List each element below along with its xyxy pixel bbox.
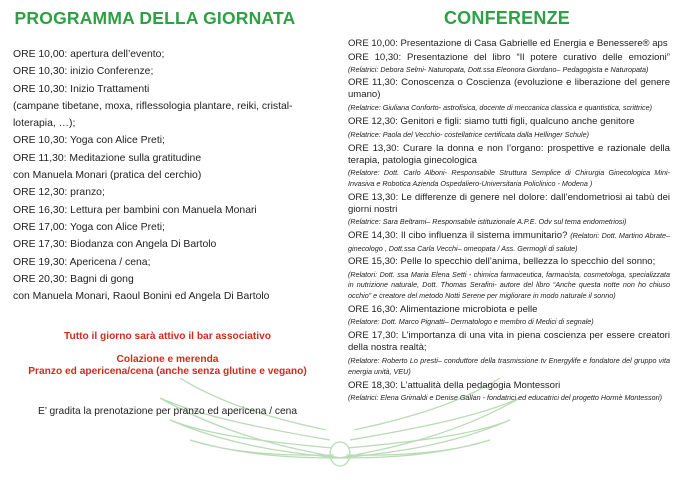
program-list <box>13 46 329 305</box>
conference-entry: ORE 17,30: L’importanza di una vita in piena coscienza per essere creatori della nostra realtà; <box>348 330 670 354</box>
program-item: con Manuela Monari (pratica del cerchio) <box>13 170 202 182</box>
program-item: ORE 17,30: Biodanza con Angela Di Bartolo <box>13 239 217 251</box>
speaker-note: (Relatore: Roberto Lo presti– conduttore della trasmissione tv Energylife e fondatore del gruppo vita energia unità, VEU) <box>348 356 670 376</box>
program-item: ORE 20,30: Bagni di gong <box>13 273 134 285</box>
program-item: ORE 12,30: pranzo; <box>13 187 105 199</box>
conference-entry: ORE 12,30: Genitori e figli: siamo tutti figli, qualcuno anche genitore <box>348 115 635 127</box>
conferences-title: CONFERENZE <box>443 8 570 28</box>
conference-entry: ORE 13,30: Le differenze di genere nel dolore: dall’endometriosi ai tabù dei giorni nostri <box>348 191 670 215</box>
program-title: PROGRAMMA DELLA GIORNATA <box>14 8 296 28</box>
program-item: ORE 17,00: Yoga con Alice Preti; <box>13 221 165 233</box>
program-item: loterapia, …); <box>13 118 76 130</box>
speaker-note: (Relatrici: Debora Selmi- Naturopata, Dott.ssa Eleonora Giordano– Pedagogista e Naturopata) <box>348 64 649 74</box>
program-item: (campane tibetane, moxa, riflessologia plantare, reiki, cristal- <box>13 100 293 112</box>
speaker-note: (Relatrice: Sara Beltrami– Responsabile istituzionale A.P.E. Odv sul tema endometriosi) <box>348 217 627 227</box>
program-item: ORE 19,30: Apericena / cena; <box>13 256 151 268</box>
conference-entry <box>348 230 670 254</box>
conference-title: ORE 14,30: Il cibo influenza il sistema immunitario? <box>348 230 568 242</box>
speaker-note: (Relatore: Dott. Marco Pignatti– Dermatologo e membro di Medici di segnale) <box>348 317 594 327</box>
speaker-note: (Relatori: Dott. Martino Abrate– ginecologo , Dott.ssa Carla Vecchi– omeopata / Ass. Germogli di salute) <box>348 231 670 253</box>
conference-entry: ORE 18,30: L’attualità della pedagogia Montessori <box>348 379 561 391</box>
program-item: ORE 10,30: Inizio Trattamenti <box>13 83 150 95</box>
speaker-note: (Relatori: Dott. ssa Maria Elena Setti - chimica farmaceutica, farmacista, cosmetologa, specializzata in nutrizione naturale, Dott. Thomas Serafini- autore del libro “Anche questa notte non ho chiuso occhio” e creatore del metodo Notti Serene per migliorare in modo naturale il sonno) <box>348 269 670 300</box>
program-item: ORE 10,00: apertura dell’evento; <box>13 49 165 60</box>
conference-entry <box>348 52 670 76</box>
program-item: ORE 16,30: Lettura per bambini con Manuela Monari <box>13 204 257 216</box>
speaker-note: (Relatrice: Giuliana Conforto- astrofisica, docente di meccanica classica e quantistica, scrittrice) <box>348 102 652 112</box>
speaker-note: (Relatrice: Paola del Vecchio- costellatrice certificata dalla Hellinger Schule) <box>348 129 590 139</box>
conference-entry: ORE 10,00: Presentazione di Casa Gabrielle ed Energia e Benessere® aps <box>348 38 668 49</box>
speaker-note: (Relatore: Dott. Carlo Alboni- Responsabile Struttura Semplice di Chirurgia Ginecologica Mini-Invasiva e Robotica Azienda Ospedaliero-Universitaria Policlinico - Modena ) <box>348 168 670 188</box>
speaker-note: (Relatrici: Elena Grimaldi e Denise Gallan - fondatrici ed educatrici del progetto Hormè Montessori) <box>348 393 662 403</box>
conference-title: ORE 10,30: Presentazione del libro “Il potere curativo delle emozioni” <box>348 51 670 63</box>
conference-entry: ORE 16,30: Alimentazione microbiota e pelle <box>348 303 538 315</box>
food-line-2: Pranzo ed apericena/cena (anche senza glutine e vegano) <box>28 366 307 377</box>
program-item: ORE 11,30: Meditazione sulla gratitudine <box>13 152 202 164</box>
program-item: con Manuela Monari, Raoul Bonini ed Angela Di Bartolo <box>13 291 270 303</box>
food-line-1: Colazione e merenda <box>116 354 219 365</box>
conference-entry: ORE 15,30: Pelle lo specchio dell’anima, bellezza lo specchio del sonno; <box>348 256 656 268</box>
booking-note: E’ gradita la prenotazione per pranzo ed apericena / cena <box>37 406 297 417</box>
conference-entry: ORE 13,30: Curare la donna e non l’organo: prospettive e razionale della terapia, patologia ginecologica <box>348 142 670 166</box>
program-item: ORE 10,30: inizio Conferenze; <box>13 66 154 78</box>
conference-list <box>348 38 670 406</box>
conference-entry: ORE 11,30: Conoscenza o Coscienza (evoluzione e liberazione del genere umano) <box>348 77 670 101</box>
bar-notice: Tutto il giorno sarà attivo il bar associativo <box>64 331 271 342</box>
program-item: ORE 10,30: Yoga con Alice Preti; <box>13 135 165 147</box>
